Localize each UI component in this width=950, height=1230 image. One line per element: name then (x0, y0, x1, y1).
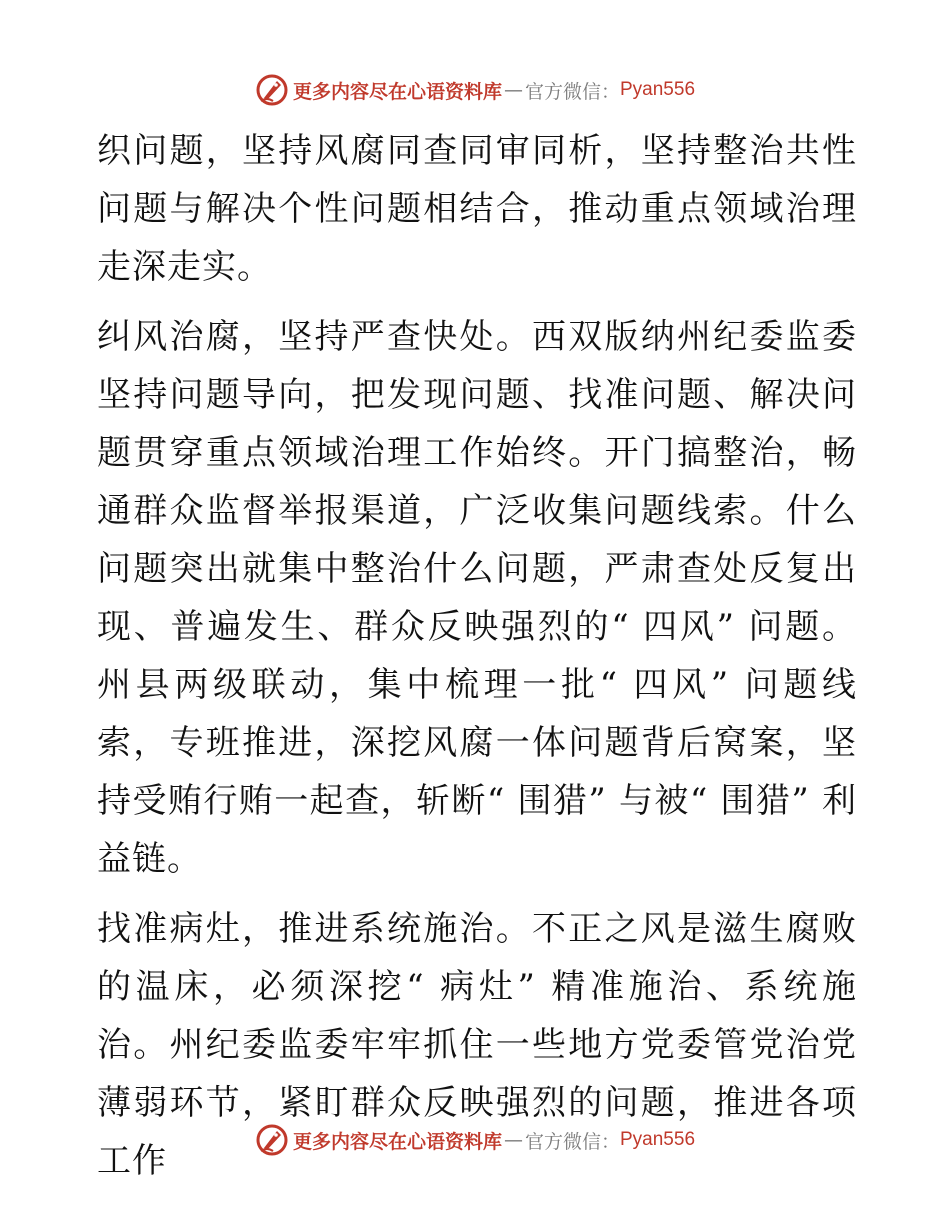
header-banner (0, 70, 950, 110)
document-body (97, 122, 857, 1202)
footer-dash: — (503, 1129, 523, 1151)
paragraph-2: 纠风治腐，坚持严查快处。西双版纳州纪委监委坚持问题导向，把发现问题、找准问题、解决问题贯穿重点领域治理工作始终。开门搞整治，畅通群众监督举报渠道，广泛收集问题线索。什么问题突出就集中整治什么问题，严肃查处反复出现、普遍发生、群众反映强烈的“ 四风” 问题。州县两级联动，集中梳理一批“ 四风” 问题线索，专班推进，深挖风腐一体问题背后窝案，坚持受贿行贿一起查，斩断“ 围猎” 与被“ 围猎” 利益链。 (97, 317, 857, 879)
banner-wechat-handle: Pyan556 (620, 79, 696, 100)
banner-site-text: 更多内容尽在心语资料库 (292, 80, 502, 103)
paragraph-1: 织问题，坚持风腐同查同审同析，坚持整治共性问题与解决个性问题相结合，推动重点领域治理走深走实。 (97, 131, 857, 287)
paragraph-3: 找准病灶，推进系统施治。不正之风是滋生腐败的温床，必须深挖“ 病灶” 精准施治、系统施治。州纪委监委牢牢抓住一些地方党委管党治党薄弱环节，紧盯群众反映强烈的问题，推进各项工作 (97, 909, 857, 1181)
footer-site-text: 更多内容尽在心语资料库 (292, 1130, 502, 1153)
banner-wechat-label: 官方微信： (524, 80, 620, 103)
footer-wechat-handle: Pyan556 (620, 1129, 696, 1150)
footer-wechat-label: 官方微信： (524, 1130, 620, 1153)
banner-dash: — (503, 79, 523, 101)
pen-nib-circle-icon (255, 73, 289, 107)
pen-nib-circle-icon (255, 1123, 289, 1157)
footer-banner (0, 1120, 950, 1160)
